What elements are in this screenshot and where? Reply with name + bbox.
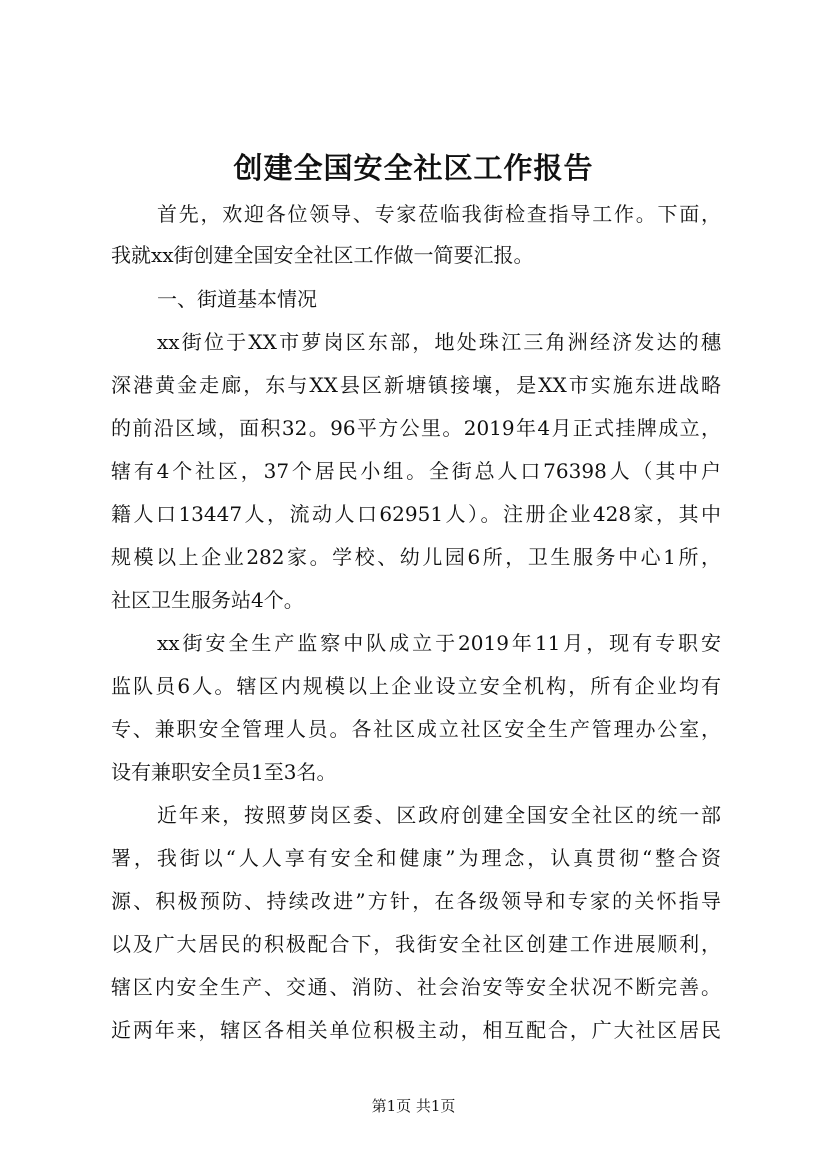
page-footer: 第1页 共1页 [371, 1097, 456, 1115]
paragraph-line: 我就xx街创建全国安全社区工作做一简要汇报。 [111, 243, 534, 267]
paragraph-line: xx街安全生产监察中队成立于2019年11月，现有专职安 [157, 631, 721, 655]
paragraph-line: 的前沿区域，面积32。96平方公里。2019年4月正式挂牌成立， [111, 416, 721, 440]
document-title: 创建全国安全社区工作报告 [233, 151, 594, 185]
paragraph-line: 源、积极预防、持续改进”方针，在各级领导和专家的关怀指导 [111, 889, 721, 913]
paragraph-line: 近两年来，辖区各相关单位积极主动，相互配合，广大社区居民 [111, 1018, 721, 1042]
paragraph-line: 以及广大居民的积极配合下，我街安全社区创建工作进展顺利， [111, 932, 721, 956]
paragraph-line: xx街位于XX市萝岗区东部，地处珠江三角洲经济发达的穗 [157, 330, 721, 354]
paragraph-line: 设有兼职安全员1至3名。 [111, 760, 337, 784]
paragraph-line: 监队员6人。辖区内规模以上企业设立安全机构，所有企业均有 [111, 674, 721, 698]
paragraph-line: 署，我街以“人人享有安全和健康”为理念，认真贯彻“整合资 [111, 846, 721, 870]
paragraph-line: 辖有4个社区，37个居民小组。全街总人口76398人（其中户 [111, 459, 721, 483]
paragraph-line: 规模以上企业282家。学校、幼儿园6所，卫生服务中心1所， [111, 545, 721, 569]
paragraph-line: 籍人口13447人，流动人口62951人）。注册企业428家，其中 [111, 502, 721, 526]
paragraph-line: 近年来，按照萝岗区委、区政府创建全国安全社区的统一部 [157, 803, 721, 827]
section-heading: 一、街道基本情况 [157, 287, 317, 311]
paragraph-line: 深港黄金走廊，东与XX县区新塘镇接壤，是XX市实施东进战略 [111, 373, 721, 397]
paragraph-line: 首先，欢迎各位领导、专家莅临我街检查指导工作。下面， [157, 202, 721, 226]
paragraph-line: 社区卫生服务站4个。 [111, 588, 304, 612]
paragraph-line: 专、兼职安全管理人员。各社区成立社区安全生产管理办公室， [111, 717, 721, 741]
paragraph-line: 辖区内安全生产、交通、消防、社会治安等安全状况不断完善。 [111, 975, 721, 999]
